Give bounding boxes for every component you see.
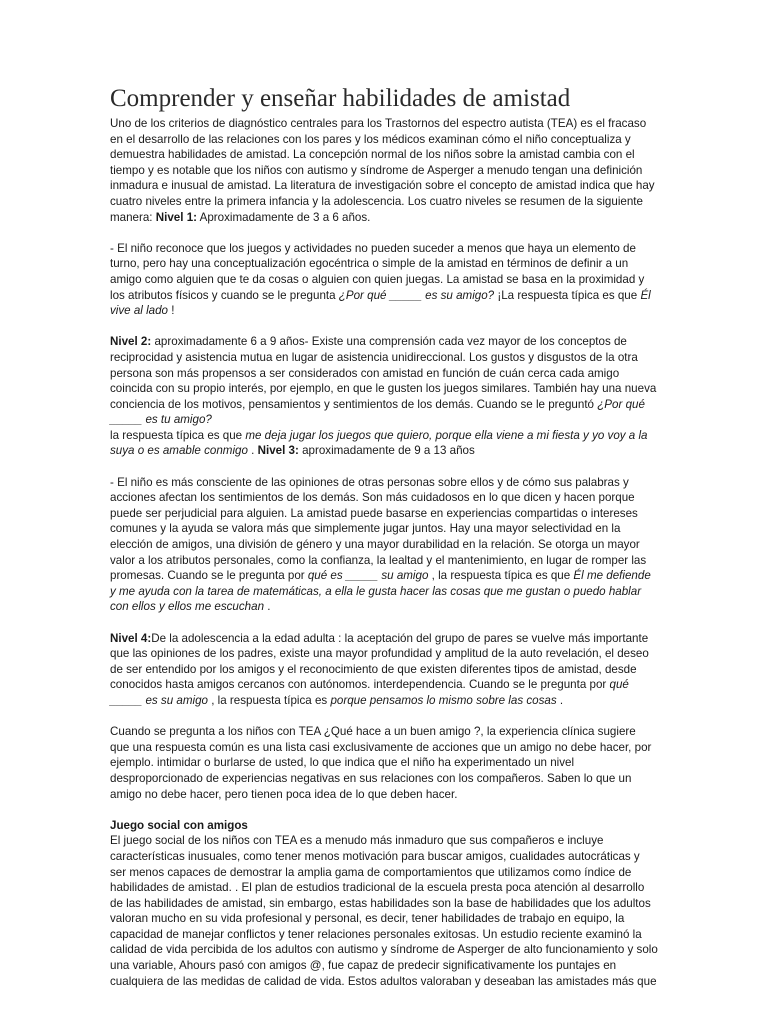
intro-text: Uno de los criterios de diagnóstico centrales para los Trastornos del espectro autista (TEA) es el fracaso en el desarrollo de las relaciones con los pares y los médicos examinan cómo el niño conceptualiza y demuestra habilidades de amistad. La concepción normal de los niños sobre la amistad cambia con el tiempo y es notable que los niños con autismo y síndrome de Asperger a menudo tengan una definición inmadura e inusual de amistad. La literatura de investigación sobre el concepto de amistad indica que hay cuatro niveles entre la primera infancia y la adolescencia. Los cuatro niveles se resumen de la siguiente manera: [110,117,655,224]
level3-label: Nivel 3: [257,444,299,458]
level3-text: - El niño es más consciente de las opiniones de otras personas sobre ellos y de cómo sus palabras y acciones afectan los sentimientos de los demás. Son más cuidadosos en lo que dicen y hacen porque puede ser perjudicial para alguien. La amistad puede basarse en experiencias compartidas o intereses comunes y la ayuda se valora más que simplemente jugar juntos. Hay una mayor selectividad en la elección de amigos, una división de género y una mayor durabilidad en la relación. Se otorga un mayor valor a los atributos personales, como la confianza, la lealtad y el mantenimiento, en lugar de romper las promesas. Cuando se le pregunta por [110,475,647,583]
level3-end: . [264,600,271,614]
level4-paragraph [110,631,658,709]
level2-answer-intro: la respuesta típica es que [110,428,246,442]
document-page [110,84,658,989]
level2-answer: me deja jugar los juegos que quiero, porque ella viene a mi fiesta y yo voy a la suya o es amable conmigo [110,428,648,458]
level4-text: De la adolescencia a la edad adulta : la aceptación del grupo de pares se vuelve más importante que las opiniones de los padres, existe una mayor profundidad y amplitud de la auto revelación, el deseo de ser entendido por los amigos y el reconocimiento de que existen diferentes tipos de amistad, desde conocidos hasta amigos cercanos con autónomos. interdependencia. Cuando se le pregunta por [110,631,649,692]
tea-paragraph: Cuando se pregunta a los niños con TEA ¿Qué hace a un buen amigo ?, la experiencia clínica sugiere que una respuesta común es una lista casi exclusivamente de acciones que un amigo no debe hacer, por ejemplo. intimidar o burlarse de usted, lo que indica que el niño ha experimentado un nivel desproporcionado de experiencias negativas en sus relaciones con los compañeros. Saben lo que un amigo no debe hacer, pero tienen poca idea de lo que deben hacer. [110,725,652,801]
level3-age: aproximadamente de 9 a 13 años [298,444,475,458]
level4-label: Nivel 4: [110,631,152,645]
level1-text: - El niño reconoce que los juegos y actividades no pueden suceder a menos que haya un elemento de turno, pero hay una conceptualización egocéntrica o simple de la amistad en términos de definir a un amigo como alguien que te da cosas o alguien con quien juegas. La amistad se basa en la proximidad y los atributos físicos y cuando se le pregunta [110,241,645,302]
document-title: Comprender y enseñar habilidades de amistad [110,85,571,112]
level4-question: qué _____ es su amigo [110,678,629,707]
level1-label: Nivel 1: [155,210,198,224]
level1-end: ! [168,304,175,318]
level1-age: Aproximadamente de 3 a 6 años. [197,210,371,224]
level4-answer: porque pensamos lo mismo sobre las cosas [330,693,557,707]
level2-end: . [247,444,258,458]
level3-answer: Él me defiende y me ayuda con la tarea de matemáticas, a ella le gusta hacer las cosas que me gustan o puedo hablar con ellos y ellos me escuchan [110,569,651,614]
level3-paragraph [110,475,658,615]
level1-answer: Él vive al lado [110,288,651,318]
level2-label: Nivel 2: [110,335,152,349]
level2-paragraph [110,334,658,459]
level2-question: ¿Por qué _____ es tu amigo? [110,397,645,427]
social-play-heading: Juego social con amigos [110,818,248,832]
level3-answer-intro: , la respuesta típica es que [428,569,574,583]
level2-text: aproximadamente 6 a 9 años- Existe una comprensión cada vez mayor de los conceptos de reciprocidad y asistencia mutua en lugar de asistencia unidireccional. Los gustos y disgustos de la otra persona son más propensos a ser considerados con amistad en función de cuán cerca cada amigo coincida con su propio interés, por ejemplo, en que le gusten los juegos similares. También hay una nueva conciencia de los motivos, pensamientos y sentimientos de los demás. Cuando se le preguntó [110,335,657,411]
level4-end: . [556,693,564,707]
level3-question: qué es _____ su amigo [307,569,429,583]
level1-paragraph [110,241,658,319]
social-play-paragraph: El juego social de los niños con TEA es a menudo más inmaduro que sus compañeros e incluye características inusuales, como tener menos motivación para buscar amigos, cualidades autocráticas y ser menos capaces de demostrar la amplia gama de comportamientos que utilizamos como índice de habilidades de amistad. . El plan de estudios tradicional de la escuela presta poca atención al desarrollo de las habilidades de amistad, sin embargo, estas habilidades son la base de habilidades que los adultos valoran mucho en su vida profesional y personal, es decir, tener habilidades de trabajo en equipo, la capacidad de manejar conflictos y tener relaciones personales exitosas. Un estudio reciente examinó la calidad de vida percibida de los adultos con autismo y síndrome de Asperger de alto funcionamiento y solo una variable, Ahours pasó con amigos @, fue capaz de predecir significativamente los puntajes en cualquiera de las medidas de calidad de vida. Estos adultos valoraban y deseaban las amistades más que [110,834,658,988]
intro-paragraph [110,116,658,225]
level4-answer-intro: , la respuesta típica es [207,693,331,707]
level1-question: ¿Por qué _____ es su amigo? [338,288,495,302]
level1-answer-intro: ¡La respuesta típica es que [494,288,641,302]
